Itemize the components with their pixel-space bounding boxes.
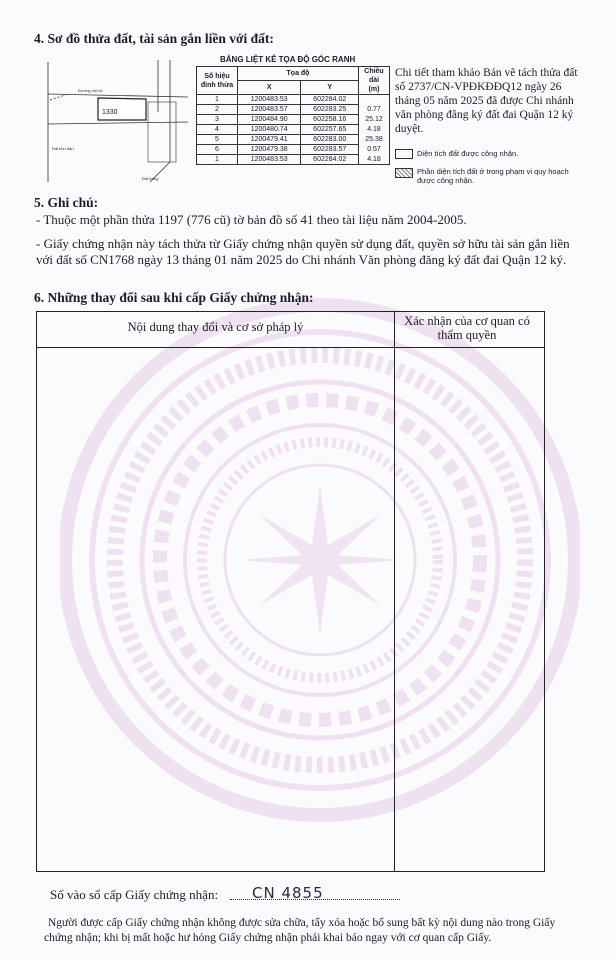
- svg-text:Đất khu dân: Đất khu dân: [52, 146, 74, 151]
- coord-table-title: BẢNG LIỆT KÊ TỌA ĐỘ GÓC RANH: [220, 55, 356, 64]
- table-row: 5 1200479.41 602283.00 25.38: [197, 135, 390, 145]
- table-row: 4 1200480.74 602257.65 4.18: [197, 125, 390, 135]
- table-row: 6 1200479.38 602283.57 0.57: [197, 145, 390, 155]
- svg-text:Đường nội bộ: Đường nội bộ: [78, 88, 103, 93]
- section4-heading: 4. Sơ đồ thửa đất, tài sản gắn liền với đất:: [34, 31, 274, 46]
- footer-warning: Người được cấp Giấy chứng nhận không được sửa chữa, tẩy xóa hoặc bổ sung bất kỳ nội dung nào trong Giấy chứng nhận; khi bị mất hoặc hư hỏng Giấy chứng nhận phải khai báo ngay với cơ quan cấp Giấy.: [44, 917, 556, 944]
- table-row: 1 1200483.53 602284.02 4.18: [197, 155, 390, 165]
- parcel-number: 1330: [102, 109, 118, 116]
- changes-col-confirm-header: Xác nhận của cơ quan có thẩm quyền: [404, 314, 530, 342]
- changes-col-content-header: Nội dung thay đổi và cơ sở pháp lý: [127, 320, 304, 334]
- table-row: 3 1200484.90 602258.16 25.12: [197, 115, 390, 125]
- table-row: 1 1200483.53 602284.02: [197, 95, 390, 105]
- changes-table: [36, 311, 545, 872]
- legend-swatch-hatched: [395, 168, 413, 178]
- reference-text: Chi tiết tham khảo Bản vẽ tách thửa đất số 2737/CN-VPĐKĐĐQ12 ngày 26 tháng 05 năm 2025 đã được Chi nhánh văn phòng đăng ký đất đai Quận 12 ký duyệt.: [395, 67, 578, 135]
- coordinate-table: Số hiệu đỉnh thửa Tọa độ Chiều dài (m) X Y 1 1200483.53 602284.02 2 1200483.57 602283.25 0.77 3 1200484.90 602258.16 25.12 4 1200480.74 602257.65 4.18 5 1200479.41 602283.00 25.38 6 1200479.38 602283.57 0.57 1 1200483.53 602284.02 4.18: [196, 66, 390, 165]
- table-row: 2 1200483.57 602283.25 0.77: [197, 105, 390, 115]
- registry-label: Số vào sổ cấp Giấy chứng nhận:: [50, 887, 219, 902]
- parcel-sketch: [38, 52, 188, 192]
- note-1: - Thuộc một phần thửa 1197 (776 cũ) tờ bản đồ số 41 theo tài liệu năm 2004-2005.: [36, 212, 467, 227]
- section5-heading: 5. Ghi chú:: [34, 195, 99, 210]
- legend-item-planning: Phần diện tích đất ở trong phạm vi quy hoạch được công nhận.: [395, 167, 585, 185]
- legend-swatch-plain: [395, 149, 413, 159]
- svg-text:Đất trống: Đất trống: [142, 176, 159, 181]
- section6-heading: 6. Những thay đổi sau khi cấp Giấy chứng nhận:: [34, 290, 314, 305]
- legend-item-recognized: Diện tích đất được công nhận.: [395, 149, 518, 159]
- note-2: - Giấy chứng nhận này tách thửa từ Giấy chứng nhận quyền sử dụng đất, quyền sở hữu tài sản gắn liền với đất số CN1768 ngày 13 tháng 01 năm 2025 do Chi nhánh Văn phòng đăng ký đất đai Quận 12 ký.: [36, 236, 570, 267]
- registry-value: CN 4855: [252, 884, 324, 902]
